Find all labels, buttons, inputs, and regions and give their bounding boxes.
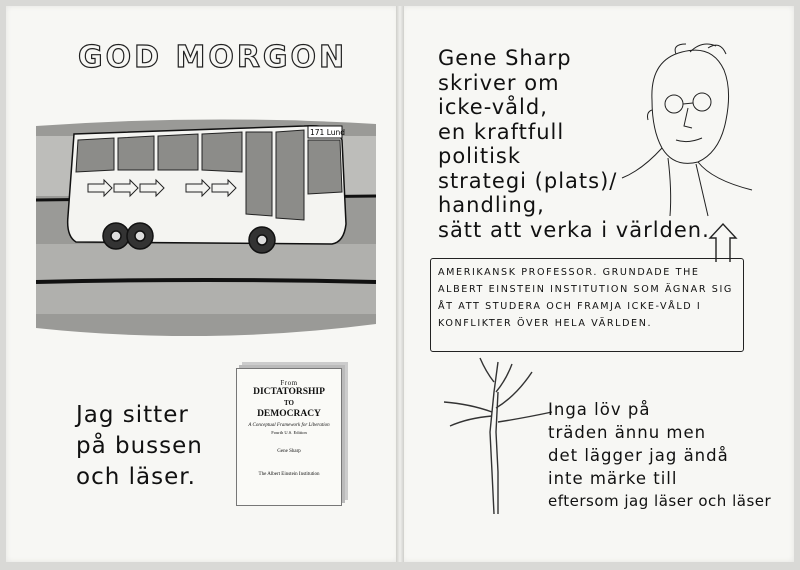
caption-line: det lägger jag ändå <box>548 446 729 465</box>
text-line: skriver om <box>438 70 560 95</box>
up-arrow <box>708 222 738 262</box>
text-line: Gene Sharp <box>438 46 572 70</box>
book-subtitle: A Conceptual Framework for Liberation <box>248 423 330 428</box>
caption-line: träden ännu men <box>548 423 707 442</box>
bus-illustration <box>36 96 376 336</box>
left-caption <box>76 400 236 493</box>
caption-line: eftersom jag läser och läser <box>548 492 772 510</box>
text-line: handling, <box>438 193 545 217</box>
book-edition: Fourth U.S. Edition <box>271 430 307 435</box>
text-line: sätt att verka i världen. <box>438 217 710 242</box>
book-title-1: DICTATORSHIP <box>253 387 325 397</box>
info-box-text: AMERIKANSK PROFESSOR. GRUNDADE THE ALBERT EINSTEIN INSTITUTION SOM ÄGNAR SIG ÅT ATT STUDERA OCH FRAMJA ICKE-VÅLD I KONFLIKTER ÖVER HELA VÄRLDEN. <box>438 267 733 329</box>
caption-line: på bussen <box>76 433 203 459</box>
book-publisher: The Albert Einstein Institution <box>258 472 320 477</box>
book-author: Gene Sharp <box>277 449 301 454</box>
book-title-3: DEMOCRACY <box>257 409 321 419</box>
caption-line: och läser. <box>76 464 196 490</box>
book-title-2: TO <box>284 399 294 407</box>
portrait-sketch <box>612 40 762 220</box>
text-line: icke-våld, <box>438 95 548 119</box>
caption-line: Inga löv på <box>548 400 651 419</box>
tree-caption <box>548 398 788 513</box>
tree-sketch <box>440 352 560 517</box>
page-title: GOD MORGON <box>78 40 348 75</box>
book-cover <box>236 368 342 506</box>
caption-line: Jag sitter <box>76 402 189 428</box>
text-line: strategi (plats)/ <box>438 168 618 193</box>
caption-line: inte märke till <box>548 469 678 488</box>
svg-text:171 Lund: 171 Lund <box>310 128 346 137</box>
text-line: en kraftfull <box>438 119 565 144</box>
book-illustration <box>236 356 348 506</box>
text-line: politisk <box>438 144 522 168</box>
book-spine <box>396 6 404 562</box>
book-from: From <box>280 379 298 387</box>
